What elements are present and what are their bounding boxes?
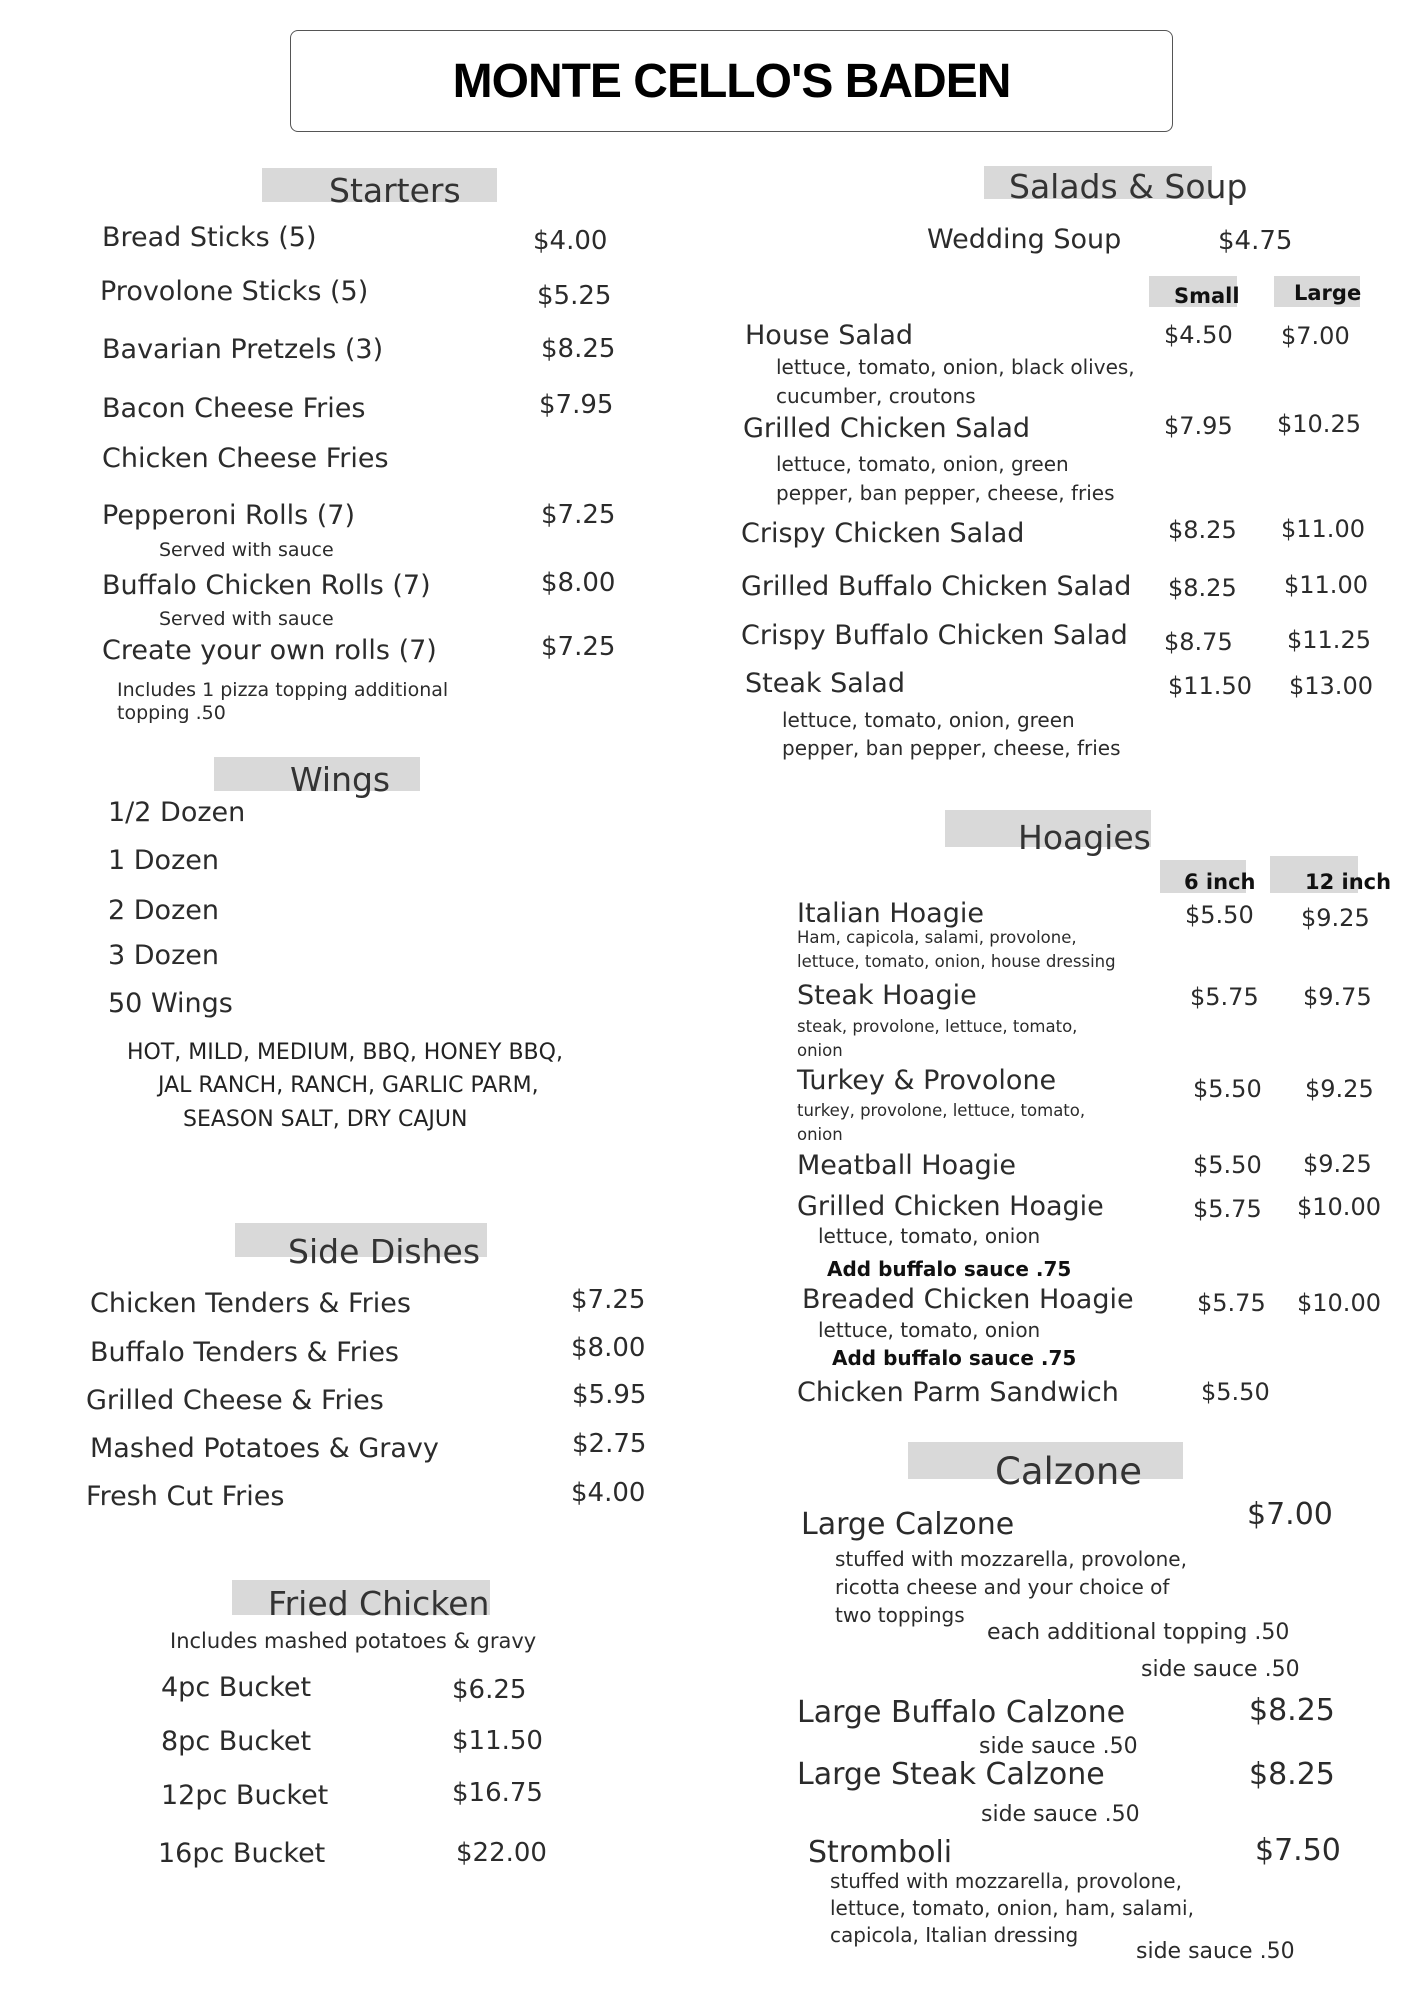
menu-item-price-large: $11.00 <box>1284 571 1368 599</box>
menu-item-price-small: $8.25 <box>1168 516 1237 544</box>
menu-item-name: Grilled Buffalo Chicken Salad <box>741 571 1132 602</box>
menu-item-price: $5.25 <box>537 281 612 311</box>
menu-item-name: Buffalo Chicken Rolls (7) <box>102 570 431 601</box>
hoagie-price-12: $9.25 <box>1305 1075 1374 1103</box>
menu-item-desc: cucumber, croutons <box>776 384 976 408</box>
menu-item-name: Chicken Cheese Fries <box>102 443 389 474</box>
menu-item-desc: lettuce, tomato, onion, green <box>776 452 1069 476</box>
hoagie-price-12: $9.75 <box>1303 983 1372 1011</box>
menu-item-name: Wedding Soup <box>927 224 1122 255</box>
menu-item-name: Crispy Chicken Salad <box>741 518 1025 549</box>
menu-item-note: Served with sauce <box>159 608 334 630</box>
menu-item-name: House Salad <box>745 320 914 351</box>
hoagie-price-6: $5.75 <box>1190 983 1259 1011</box>
calzone-addon: side sauce .50 <box>1136 1939 1295 1964</box>
hoagie-desc: onion <box>797 1041 843 1060</box>
wing-flavors: JAL RANCH, RANCH, GARLIC PARM, <box>158 1073 539 1098</box>
menu-item-price-small: $7.95 <box>1164 412 1233 440</box>
menu-item-price: $8.00 <box>541 568 616 598</box>
calzone-desc: ricotta cheese and your choice of <box>835 1575 1170 1599</box>
hoagie-name: Breaded Chicken Hoagie <box>802 1284 1134 1315</box>
menu-item-name: Bread Sticks (5) <box>102 222 317 253</box>
side-dish-price: $4.00 <box>571 1478 646 1508</box>
menu-item-price: $4.00 <box>533 226 608 256</box>
wing-flavors: SEASON SALT, DRY CAJUN <box>183 1107 468 1132</box>
calzone-addon: side sauce .50 <box>979 1734 1138 1759</box>
calzone-desc: capicola, Italian dressing <box>830 1923 1079 1947</box>
menu-item-price-small: $8.25 <box>1168 574 1237 602</box>
menu-item-price-large: $11.00 <box>1281 515 1365 543</box>
hoagie-desc: lettuce, tomato, onion, house dressing <box>797 952 1116 971</box>
hoagie-desc: onion <box>797 1125 843 1144</box>
menu-item-name: Provolone Sticks (5) <box>100 276 369 307</box>
calzone-desc: two toppings <box>835 1603 965 1627</box>
fried-chicken-price: $6.25 <box>452 1675 527 1705</box>
menu-item-price: $4.75 <box>1218 226 1293 256</box>
menu-item-price-large: $13.00 <box>1289 672 1373 700</box>
hoagie-name: Turkey & Provolone <box>797 1065 1057 1096</box>
hoagie-price-6: $5.50 <box>1201 1378 1270 1406</box>
side-dish-price: $5.95 <box>572 1380 647 1410</box>
wings-item: 1 Dozen <box>108 845 219 876</box>
hoagie-price-6: $5.50 <box>1193 1075 1262 1103</box>
fried-chicken-price: $16.75 <box>452 1778 543 1808</box>
side-dish-name: Buffalo Tenders & Fries <box>90 1337 399 1368</box>
menu-item-price-large: $11.25 <box>1287 626 1371 654</box>
menu-item-name: Pepperoni Rolls (7) <box>102 500 356 531</box>
col-header-6inch: 6 inch <box>1184 870 1256 894</box>
col-header-12inch: 12 inch <box>1305 870 1392 894</box>
menu-item-price: $7.25 <box>541 500 616 530</box>
calzone-desc: stuffed with mozzarella, provolone, <box>830 1869 1182 1893</box>
salads-heading: Salads & Soup <box>1009 167 1248 206</box>
menu-item-price-large: $10.25 <box>1277 410 1361 438</box>
wings-heading: Wings <box>290 760 391 799</box>
hoagie-name: Steak Hoagie <box>797 980 977 1011</box>
menu-item-note: Served with sauce <box>159 539 334 561</box>
wings-item: 3 Dozen <box>108 940 219 971</box>
page-title: MONTE CELLO'S BADEN <box>452 54 1011 108</box>
side-dish-name: Fresh Cut Fries <box>86 1481 285 1512</box>
hoagie-desc: lettuce, tomato, onion <box>818 1224 1041 1248</box>
menu-item-name: Create your own rolls (7) <box>102 635 437 666</box>
wing-flavors: HOT, MILD, MEDIUM, BBQ, HONEY BBQ, <box>127 1040 563 1065</box>
hoagie-name: Chicken Parm Sandwich <box>797 1377 1119 1408</box>
hoagie-price-12: $10.00 <box>1297 1289 1381 1317</box>
side-dish-price: $7.25 <box>571 1285 646 1315</box>
menu-item-desc: pepper, ban pepper, cheese, fries <box>776 481 1115 505</box>
menu-item-price-small: $8.75 <box>1164 628 1233 656</box>
side-dishes-heading: Side Dishes <box>288 1232 481 1271</box>
fried-chicken-name: 8pc Bucket <box>161 1726 312 1757</box>
calzone-name: Stromboli <box>808 1835 953 1870</box>
menu-item-note: topping .50 <box>117 702 226 724</box>
hoagie-desc: Ham, capicola, salami, provolone, <box>797 928 1077 947</box>
hoagie-price-6: $5.75 <box>1197 1289 1266 1317</box>
menu-item-price: $8.25 <box>541 334 616 364</box>
starters-heading: Starters <box>329 171 461 210</box>
menu-item-name: Bavarian Pretzels (3) <box>102 334 384 365</box>
hoagie-name: Meatball Hoagie <box>797 1150 1016 1181</box>
side-dish-price: $2.75 <box>572 1429 647 1459</box>
fried-chicken-name: 4pc Bucket <box>161 1672 312 1703</box>
menu-item-price: $7.95 <box>539 390 614 420</box>
calzone-price: $7.00 <box>1247 1497 1333 1532</box>
col-header-large: Large <box>1294 281 1362 305</box>
calzone-heading: Calzone <box>995 1450 1143 1493</box>
side-dish-price: $8.00 <box>571 1333 646 1363</box>
wings-item: 2 Dozen <box>108 895 219 926</box>
calzone-desc: lettuce, tomato, onion, ham, salami, <box>830 1896 1194 1920</box>
hoagie-desc: turkey, provolone, lettuce, tomato, <box>797 1101 1086 1120</box>
side-dish-name: Grilled Cheese & Fries <box>86 1385 384 1416</box>
fried-chicken-heading: Fried Chicken <box>268 1584 490 1623</box>
calzone-price: $7.50 <box>1255 1833 1341 1868</box>
side-dish-name: Mashed Potatoes & Gravy <box>90 1433 439 1464</box>
menu-item-name: Bacon Cheese Fries <box>102 393 366 424</box>
hoagie-addon: Add buffalo sauce .75 <box>832 1346 1077 1370</box>
calzone-name: Large Buffalo Calzone <box>797 1695 1126 1730</box>
menu-item-price-large: $7.00 <box>1281 322 1350 350</box>
calzone-addon: each additional topping .50 <box>987 1620 1290 1645</box>
calzone-price: $8.25 <box>1249 1693 1335 1728</box>
fried-chicken-price: $11.50 <box>452 1726 543 1756</box>
menu-item-price: $7.25 <box>541 632 616 662</box>
fried-chicken-name: 16pc Bucket <box>158 1838 326 1869</box>
menu-item-name: Crispy Buffalo Chicken Salad <box>741 620 1128 651</box>
fried-chicken-name: 12pc Bucket <box>161 1780 329 1811</box>
calzone-name: Large Calzone <box>801 1507 1015 1542</box>
fried-chicken-note: Includes mashed potatoes & gravy <box>170 1629 537 1653</box>
menu-item-price-small: $11.50 <box>1168 672 1252 700</box>
hoagie-desc: lettuce, tomato, onion <box>818 1318 1041 1342</box>
menu-item-desc: pepper, ban pepper, cheese, fries <box>782 736 1121 760</box>
hoagie-price-12: $9.25 <box>1303 1150 1372 1178</box>
side-dish-name: Chicken Tenders & Fries <box>90 1288 411 1319</box>
hoagie-name: Grilled Chicken Hoagie <box>797 1191 1104 1222</box>
hoagie-addon: Add buffalo sauce .75 <box>827 1257 1072 1281</box>
calzone-addon: side sauce .50 <box>981 1802 1140 1827</box>
fried-chicken-price: $22.00 <box>456 1838 547 1868</box>
calzone-desc: stuffed with mozzarella, provolone, <box>835 1547 1187 1571</box>
calzone-name: Large Steak Calzone <box>797 1757 1105 1792</box>
menu-item-name: Steak Salad <box>745 668 905 699</box>
menu-item-desc: lettuce, tomato, onion, black olives, <box>776 355 1135 379</box>
hoagie-price-6: $5.75 <box>1193 1195 1262 1223</box>
hoagie-name: Italian Hoagie <box>797 898 984 929</box>
col-header-small: Small <box>1174 284 1240 308</box>
menu-item-desc: lettuce, tomato, onion, green <box>782 708 1075 732</box>
wings-item: 50 Wings <box>108 988 233 1019</box>
menu-item-note: Includes 1 pizza topping additional <box>117 679 449 701</box>
hoagie-price-12: $10.00 <box>1297 1193 1381 1221</box>
title-box <box>290 30 1173 132</box>
hoagie-price-6: $5.50 <box>1193 1151 1262 1179</box>
hoagies-heading: Hoagies <box>1018 818 1151 857</box>
calzone-price: $8.25 <box>1249 1757 1335 1792</box>
menu-item-name: Grilled Chicken Salad <box>743 413 1031 444</box>
hoagie-price-12: $9.25 <box>1301 904 1370 932</box>
wings-item: 1/2 Dozen <box>108 797 246 828</box>
hoagie-price-6: $5.50 <box>1185 901 1254 929</box>
menu-item-price-small: $4.50 <box>1164 321 1233 349</box>
hoagie-desc: steak, provolone, lettuce, tomato, <box>797 1017 1078 1036</box>
calzone-addon: side sauce .50 <box>1141 1657 1300 1682</box>
